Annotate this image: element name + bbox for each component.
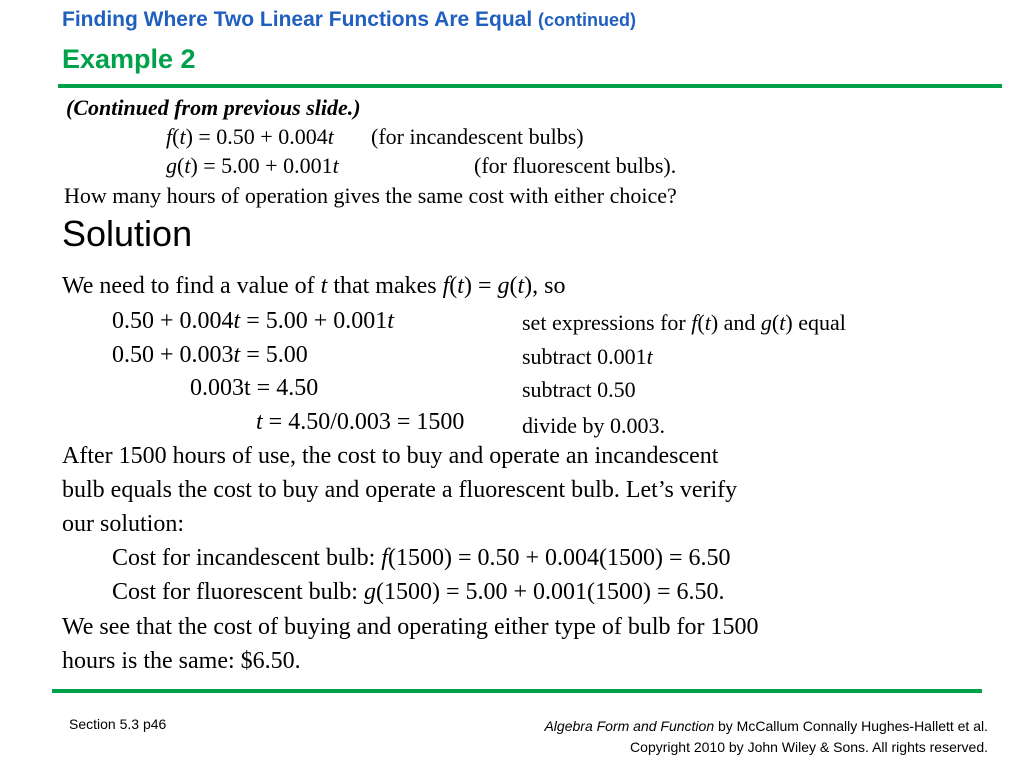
- step-2-lhs-a: 0.50 + 0.003: [112, 342, 234, 368]
- top-divider: [58, 84, 1002, 88]
- bottom-divider: [52, 689, 982, 693]
- solution-heading: Solution: [62, 213, 193, 254]
- intro-text-a: We need to find a value of: [62, 273, 321, 299]
- verify-expression: (1500) = 5.00 + 0.001(1500) = 6.50.: [375, 579, 725, 605]
- t-symbol: t: [704, 310, 711, 335]
- step-1-lhs-a: 0.50 + 0.004: [112, 308, 234, 334]
- footer-section: Section 5.3 p46: [69, 716, 167, 732]
- t-symbol: t: [256, 409, 263, 435]
- step-2-lhs-b: = 5.00: [240, 342, 308, 368]
- conclusion-line-3: our solution:: [62, 511, 185, 537]
- step-1-lhs-b: = 5.00 + 0.001: [240, 308, 388, 334]
- intro-text-b: that makes: [327, 273, 443, 299]
- step-4-lhs-b: = 4.50/0.003 = 1500: [262, 409, 465, 435]
- footer-book-line: [544, 716, 988, 737]
- footer-copyright: Copyright 2010 by John Wiley & Sons. All rights reserved.: [630, 739, 988, 755]
- t-symbol: t: [457, 273, 464, 299]
- t-symbol: t: [179, 124, 186, 149]
- t-symbol: t: [332, 153, 339, 178]
- t-symbol: t: [184, 153, 191, 178]
- g-symbol: g: [760, 310, 772, 335]
- title-suffix: (continued): [538, 10, 637, 30]
- f-symbol: f: [691, 310, 698, 335]
- step-2-note-a: subtract 0.001: [522, 344, 647, 369]
- step-2-note: [522, 344, 653, 370]
- verify-label: Cost for incandescent bulb:: [112, 545, 382, 571]
- f-note: (for incandescent bulbs): [371, 124, 584, 149]
- continued-note: (Continued from previous slide.): [66, 95, 361, 120]
- step-1-note-b: and: [718, 310, 761, 335]
- t-symbol: t: [387, 308, 394, 334]
- g-note: (for fluorescent bulbs).: [474, 153, 677, 178]
- f-rhs: ) = 0.50 + 0.004: [185, 124, 328, 149]
- f-definition: f(t) = 0.50 + 0.004t: [166, 124, 334, 149]
- f-symbol: f: [381, 545, 388, 571]
- final-line-2: hours is the same: $6.50.: [62, 648, 301, 674]
- question: How many hours of operation gives the same cost with either choice?: [64, 183, 677, 208]
- verify-incandescent: [112, 545, 731, 572]
- step-1-equation: [112, 308, 394, 335]
- slide-title: [62, 8, 636, 32]
- step-1-note: set expressions for f(t) and g(t) equal: [522, 310, 846, 335]
- t-symbol: t: [779, 310, 786, 335]
- final-line-1: We see that the cost of buying and operating either type of bulb for 1500: [62, 614, 759, 640]
- f-symbol: f: [166, 124, 173, 149]
- verify-label: Cost for fluorescent bulb:: [112, 579, 364, 605]
- g-symbol: g: [363, 579, 376, 605]
- g-definition: g(t) = 5.00 + 0.001t: [166, 153, 339, 178]
- step-4-equation: [256, 409, 464, 436]
- conclusion-line-2: bulb equals the cost to buy and operate a fluorescent bulb. Let’s verify: [62, 477, 738, 503]
- book-authors: by McCallum Connally Hughes-Hallett et al.: [714, 718, 988, 734]
- t-symbol: t: [233, 342, 241, 368]
- step-2-equation: [112, 342, 308, 369]
- t-symbol: t: [233, 308, 241, 334]
- step-3-equation: 0.003t = 4.50: [190, 375, 319, 401]
- intro-text-c: , so: [532, 273, 566, 299]
- g-rhs: ) = 5.00 + 0.001: [190, 153, 333, 178]
- t-symbol: t: [320, 273, 328, 299]
- step-3-note: subtract 0.50: [522, 377, 636, 402]
- step-1-note-c: equal: [792, 310, 846, 335]
- footer-credit: [544, 716, 988, 758]
- step-1-note-a: set expressions for: [522, 310, 692, 335]
- title-text: Finding Where Two Linear Functions Are Equal: [62, 8, 533, 31]
- book-title: Algebra Form and Function: [544, 718, 715, 734]
- f-symbol: f: [442, 273, 450, 299]
- verify-fluorescent: [112, 579, 725, 606]
- slide-subtitle: Example 2: [62, 44, 196, 74]
- conclusion-line-1: After 1500 hours of use, the cost to buy and operate an incandescent: [62, 443, 719, 469]
- solution-intro: We need to find a value of t that makes f(t) = g(t), so: [62, 273, 566, 299]
- verify-expression: (1500) = 0.50 + 0.004(1500) = 6.50: [387, 545, 731, 571]
- t-symbol: t: [646, 344, 653, 369]
- g-symbol: g: [166, 153, 177, 178]
- t-symbol: t: [517, 273, 525, 299]
- step-4-note: divide by 0.003.: [522, 413, 665, 438]
- t-symbol: t: [327, 124, 334, 149]
- g-symbol: g: [497, 273, 510, 299]
